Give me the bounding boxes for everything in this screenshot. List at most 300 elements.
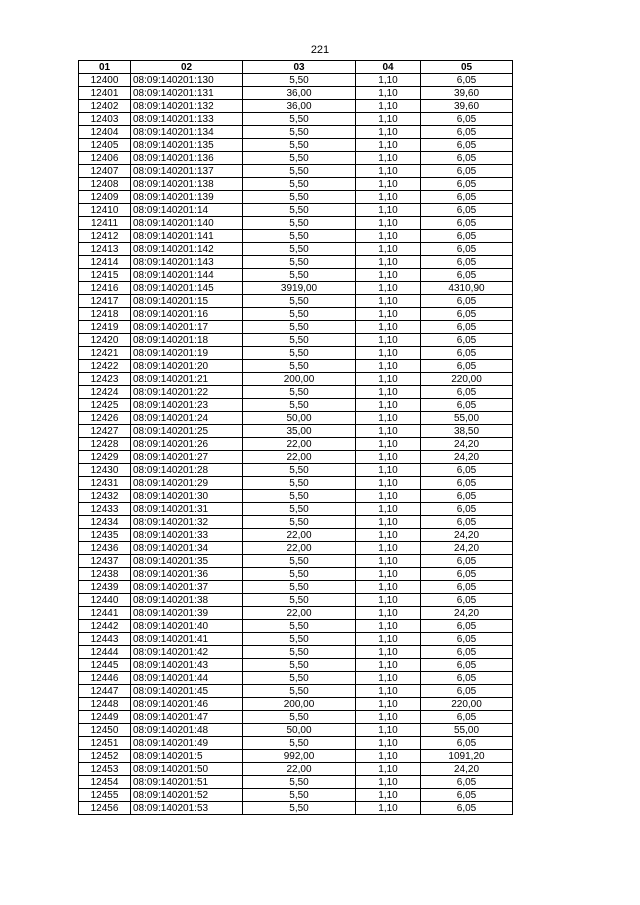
cell-cadastral-number: 08:09:140201:132 <box>131 100 243 113</box>
cell-value-03: 5,50 <box>243 711 356 724</box>
cell-id: 12413 <box>79 243 131 256</box>
cell-id: 12436 <box>79 542 131 555</box>
cell-value-03: 22,00 <box>243 529 356 542</box>
cell-cadastral-number: 08:09:140201:136 <box>131 152 243 165</box>
cell-value-04: 1,10 <box>356 139 421 152</box>
table-body <box>79 74 513 815</box>
cell-cadastral-number: 08:09:140201:39 <box>131 607 243 620</box>
table-row <box>79 74 513 87</box>
cell-value-04: 1,10 <box>356 321 421 334</box>
cell-value-03: 5,50 <box>243 217 356 230</box>
cell-value-05: 24,20 <box>421 529 513 542</box>
cell-value-03: 5,50 <box>243 386 356 399</box>
table-row <box>79 87 513 100</box>
cell-cadastral-number: 08:09:140201:34 <box>131 542 243 555</box>
cell-value-03: 5,50 <box>243 737 356 750</box>
table-row <box>79 776 513 789</box>
cell-value-03: 5,50 <box>243 555 356 568</box>
cell-id: 12425 <box>79 399 131 412</box>
cell-value-04: 1,10 <box>356 438 421 451</box>
table-row <box>79 230 513 243</box>
table-row <box>79 581 513 594</box>
table-row <box>79 113 513 126</box>
cell-value-03: 5,50 <box>243 594 356 607</box>
cell-value-04: 1,10 <box>356 594 421 607</box>
cell-id: 12445 <box>79 659 131 672</box>
table-row <box>79 451 513 464</box>
cell-cadastral-number: 08:09:140201:141 <box>131 230 243 243</box>
cell-value-04: 1,10 <box>356 87 421 100</box>
cell-value-05: 1091,20 <box>421 750 513 763</box>
cell-value-03: 5,50 <box>243 685 356 698</box>
cell-value-04: 1,10 <box>356 217 421 230</box>
cell-value-04: 1,10 <box>356 74 421 87</box>
cell-cadastral-number: 08:09:140201:24 <box>131 412 243 425</box>
cell-value-04: 1,10 <box>356 698 421 711</box>
cell-cadastral-number: 08:09:140201:17 <box>131 321 243 334</box>
cell-value-05: 24,20 <box>421 438 513 451</box>
table-row <box>79 360 513 373</box>
cell-id: 12416 <box>79 282 131 295</box>
cell-value-05: 4310,90 <box>421 282 513 295</box>
cell-value-05: 6,05 <box>421 490 513 503</box>
table-row <box>79 646 513 659</box>
table-row <box>79 802 513 815</box>
cell-cadastral-number: 08:09:140201:52 <box>131 789 243 802</box>
cell-cadastral-number: 08:09:140201:28 <box>131 464 243 477</box>
cell-value-05: 6,05 <box>421 581 513 594</box>
cell-value-03: 5,50 <box>243 477 356 490</box>
table-row <box>79 711 513 724</box>
cell-value-04: 1,10 <box>356 685 421 698</box>
cell-cadastral-number: 08:09:140201:38 <box>131 594 243 607</box>
cell-id: 12434 <box>79 516 131 529</box>
cell-id: 12455 <box>79 789 131 802</box>
cell-value-03: 5,50 <box>243 139 356 152</box>
cell-id: 12454 <box>79 776 131 789</box>
cell-cadastral-number: 08:09:140201:45 <box>131 685 243 698</box>
cell-id: 12404 <box>79 126 131 139</box>
cell-value-04: 1,10 <box>356 659 421 672</box>
cell-value-05: 6,05 <box>421 74 513 87</box>
cell-value-03: 5,50 <box>243 360 356 373</box>
table-row <box>79 100 513 113</box>
table-row <box>79 256 513 269</box>
cell-id: 12432 <box>79 490 131 503</box>
cell-cadastral-number: 08:09:140201:50 <box>131 763 243 776</box>
cell-value-05: 39,60 <box>421 100 513 113</box>
cell-cadastral-number: 08:09:140201:53 <box>131 802 243 815</box>
column-header-04: 04 <box>356 61 421 74</box>
cell-id: 12443 <box>79 633 131 646</box>
table-row <box>79 633 513 646</box>
cell-value-05: 24,20 <box>421 542 513 555</box>
table-row <box>79 425 513 438</box>
cell-value-04: 1,10 <box>356 477 421 490</box>
cell-value-03: 35,00 <box>243 425 356 438</box>
cell-value-05: 6,05 <box>421 243 513 256</box>
cell-value-03: 50,00 <box>243 412 356 425</box>
cell-value-04: 1,10 <box>356 607 421 620</box>
cell-value-05: 6,05 <box>421 256 513 269</box>
cell-cadastral-number: 08:09:140201:131 <box>131 87 243 100</box>
cell-cadastral-number: 08:09:140201:40 <box>131 620 243 633</box>
cell-id: 12405 <box>79 139 131 152</box>
cell-value-05: 6,05 <box>421 191 513 204</box>
cell-cadastral-number: 08:09:140201:36 <box>131 568 243 581</box>
cell-value-05: 6,05 <box>421 516 513 529</box>
cell-cadastral-number: 08:09:140201:37 <box>131 581 243 594</box>
cell-value-03: 5,50 <box>243 776 356 789</box>
cell-value-05: 6,05 <box>421 685 513 698</box>
column-header-03: 03 <box>243 61 356 74</box>
cell-value-05: 6,05 <box>421 568 513 581</box>
table-row <box>79 412 513 425</box>
cell-value-05: 6,05 <box>421 503 513 516</box>
cell-value-05: 6,05 <box>421 321 513 334</box>
cell-id: 12427 <box>79 425 131 438</box>
cell-id: 12456 <box>79 802 131 815</box>
cell-cadastral-number: 08:09:140201:137 <box>131 165 243 178</box>
cell-value-04: 1,10 <box>356 425 421 438</box>
cell-cadastral-number: 08:09:140201:48 <box>131 724 243 737</box>
cell-value-03: 50,00 <box>243 724 356 737</box>
cell-value-05: 6,05 <box>421 802 513 815</box>
table-row <box>79 308 513 321</box>
cell-value-05: 39,60 <box>421 87 513 100</box>
cell-value-04: 1,10 <box>356 711 421 724</box>
cell-value-03: 5,50 <box>243 503 356 516</box>
cell-value-03: 5,50 <box>243 516 356 529</box>
table-row <box>79 620 513 633</box>
cell-value-03: 5,50 <box>243 490 356 503</box>
table-row <box>79 555 513 568</box>
cell-value-05: 6,05 <box>421 113 513 126</box>
cell-value-04: 1,10 <box>356 763 421 776</box>
cell-value-05: 6,05 <box>421 204 513 217</box>
table-row <box>79 529 513 542</box>
cell-value-03: 36,00 <box>243 100 356 113</box>
table-row <box>79 321 513 334</box>
cell-value-03: 5,50 <box>243 581 356 594</box>
cell-value-03: 5,50 <box>243 672 356 685</box>
cell-value-03: 22,00 <box>243 607 356 620</box>
cell-cadastral-number: 08:09:140201:145 <box>131 282 243 295</box>
cell-value-04: 1,10 <box>356 750 421 763</box>
cell-id: 12422 <box>79 360 131 373</box>
cell-id: 12415 <box>79 269 131 282</box>
cell-value-04: 1,10 <box>356 542 421 555</box>
cell-cadastral-number: 08:09:140201:130 <box>131 74 243 87</box>
cell-value-05: 6,05 <box>421 672 513 685</box>
cell-id: 12449 <box>79 711 131 724</box>
cell-value-04: 1,10 <box>356 347 421 360</box>
cell-value-05: 220,00 <box>421 373 513 386</box>
table-row <box>79 503 513 516</box>
cell-cadastral-number: 08:09:140201:32 <box>131 516 243 529</box>
cell-id: 12450 <box>79 724 131 737</box>
cell-id: 12407 <box>79 165 131 178</box>
cell-cadastral-number: 08:09:140201:42 <box>131 646 243 659</box>
cell-cadastral-number: 08:09:140201:43 <box>131 659 243 672</box>
cell-id: 12419 <box>79 321 131 334</box>
cell-value-04: 1,10 <box>356 360 421 373</box>
cell-value-03: 5,50 <box>243 568 356 581</box>
cell-value-04: 1,10 <box>356 581 421 594</box>
cell-value-03: 5,50 <box>243 74 356 87</box>
cell-value-04: 1,10 <box>356 113 421 126</box>
cell-value-03: 5,50 <box>243 659 356 672</box>
cell-value-05: 6,05 <box>421 269 513 282</box>
cell-cadastral-number: 08:09:140201:143 <box>131 256 243 269</box>
cell-id: 12444 <box>79 646 131 659</box>
table-row <box>79 568 513 581</box>
cell-cadastral-number: 08:09:140201:5 <box>131 750 243 763</box>
table-row <box>79 152 513 165</box>
table-row <box>79 139 513 152</box>
table-row <box>79 672 513 685</box>
cell-value-03: 5,50 <box>243 191 356 204</box>
cell-value-05: 6,05 <box>421 633 513 646</box>
cell-value-04: 1,10 <box>356 737 421 750</box>
column-header-05: 05 <box>421 61 513 74</box>
cell-cadastral-number: 08:09:140201:142 <box>131 243 243 256</box>
cell-id: 12411 <box>79 217 131 230</box>
cell-value-05: 55,00 <box>421 724 513 737</box>
cell-value-05: 6,05 <box>421 737 513 750</box>
cell-value-04: 1,10 <box>356 204 421 217</box>
cell-cadastral-number: 08:09:140201:46 <box>131 698 243 711</box>
cell-cadastral-number: 08:09:140201:14 <box>131 204 243 217</box>
cell-id: 12412 <box>79 230 131 243</box>
cell-value-03: 22,00 <box>243 451 356 464</box>
cell-value-05: 6,05 <box>421 139 513 152</box>
cell-value-03: 5,50 <box>243 178 356 191</box>
cell-value-04: 1,10 <box>356 672 421 685</box>
cell-id: 12438 <box>79 568 131 581</box>
cell-value-04: 1,10 <box>356 178 421 191</box>
cell-cadastral-number: 08:09:140201:16 <box>131 308 243 321</box>
cell-value-04: 1,10 <box>356 230 421 243</box>
table-row <box>79 165 513 178</box>
cell-cadastral-number: 08:09:140201:144 <box>131 269 243 282</box>
cell-value-03: 5,50 <box>243 256 356 269</box>
table-row <box>79 685 513 698</box>
table-row <box>79 347 513 360</box>
table-row <box>79 282 513 295</box>
cell-value-04: 1,10 <box>356 646 421 659</box>
cell-value-04: 1,10 <box>356 555 421 568</box>
cell-value-04: 1,10 <box>356 503 421 516</box>
table-row <box>79 464 513 477</box>
cell-id: 12421 <box>79 347 131 360</box>
cell-value-05: 6,05 <box>421 555 513 568</box>
cell-cadastral-number: 08:09:140201:25 <box>131 425 243 438</box>
cell-cadastral-number: 08:09:140201:21 <box>131 373 243 386</box>
table-row <box>79 516 513 529</box>
cell-value-04: 1,10 <box>356 789 421 802</box>
cell-id: 12423 <box>79 373 131 386</box>
cell-id: 12429 <box>79 451 131 464</box>
cell-value-03: 5,50 <box>243 165 356 178</box>
table-header <box>79 61 513 74</box>
column-header-01: 01 <box>79 61 131 74</box>
cell-cadastral-number: 08:09:140201:133 <box>131 113 243 126</box>
table-row <box>79 373 513 386</box>
cell-id: 12424 <box>79 386 131 399</box>
table-row <box>79 295 513 308</box>
table-row <box>79 399 513 412</box>
cell-cadastral-number: 08:09:140201:30 <box>131 490 243 503</box>
cell-value-04: 1,10 <box>356 373 421 386</box>
cell-value-03: 5,50 <box>243 789 356 802</box>
cell-id: 12431 <box>79 477 131 490</box>
table-row <box>79 126 513 139</box>
cell-value-04: 1,10 <box>356 152 421 165</box>
cell-value-05: 6,05 <box>421 308 513 321</box>
cell-cadastral-number: 08:09:140201:44 <box>131 672 243 685</box>
cell-cadastral-number: 08:09:140201:27 <box>131 451 243 464</box>
cell-value-05: 38,50 <box>421 425 513 438</box>
cell-value-04: 1,10 <box>356 802 421 815</box>
cell-value-04: 1,10 <box>356 269 421 282</box>
table-row <box>79 243 513 256</box>
cell-cadastral-number: 08:09:140201:41 <box>131 633 243 646</box>
cell-cadastral-number: 08:09:140201:29 <box>131 477 243 490</box>
cell-id: 12403 <box>79 113 131 126</box>
cell-id: 12406 <box>79 152 131 165</box>
cell-value-05: 6,05 <box>421 594 513 607</box>
table-row <box>79 724 513 737</box>
cell-cadastral-number: 08:09:140201:51 <box>131 776 243 789</box>
cell-value-05: 6,05 <box>421 152 513 165</box>
cell-value-05: 220,00 <box>421 698 513 711</box>
cell-value-04: 1,10 <box>356 451 421 464</box>
cell-value-05: 6,05 <box>421 776 513 789</box>
cell-id: 12428 <box>79 438 131 451</box>
cell-value-05: 6,05 <box>421 789 513 802</box>
cell-value-04: 1,10 <box>356 308 421 321</box>
cell-value-05: 6,05 <box>421 230 513 243</box>
cell-cadastral-number: 08:09:140201:20 <box>131 360 243 373</box>
column-header-02: 02 <box>131 61 243 74</box>
table-row <box>79 698 513 711</box>
cell-id: 12400 <box>79 74 131 87</box>
cell-value-05: 24,20 <box>421 451 513 464</box>
cell-id: 12426 <box>79 412 131 425</box>
cell-value-05: 6,05 <box>421 620 513 633</box>
cell-value-05: 6,05 <box>421 711 513 724</box>
cell-value-05: 24,20 <box>421 763 513 776</box>
cell-id: 12401 <box>79 87 131 100</box>
cell-cadastral-number: 08:09:140201:26 <box>131 438 243 451</box>
cell-value-04: 1,10 <box>356 386 421 399</box>
cell-id: 12417 <box>79 295 131 308</box>
cell-value-04: 1,10 <box>356 568 421 581</box>
cell-value-04: 1,10 <box>356 126 421 139</box>
cell-value-04: 1,10 <box>356 334 421 347</box>
cell-id: 12446 <box>79 672 131 685</box>
table-row <box>79 763 513 776</box>
table-row <box>79 477 513 490</box>
table-row <box>79 542 513 555</box>
cell-value-03: 5,50 <box>243 295 356 308</box>
cell-value-05: 6,05 <box>421 464 513 477</box>
cell-value-05: 6,05 <box>421 399 513 412</box>
table-row <box>79 269 513 282</box>
cell-value-05: 6,05 <box>421 165 513 178</box>
cell-value-03: 5,50 <box>243 646 356 659</box>
cell-value-03: 3919,00 <box>243 282 356 295</box>
table-row <box>79 607 513 620</box>
cell-value-05: 6,05 <box>421 217 513 230</box>
cell-value-05: 6,05 <box>421 334 513 347</box>
cell-cadastral-number: 08:09:140201:138 <box>131 178 243 191</box>
cell-value-05: 6,05 <box>421 347 513 360</box>
cell-value-05: 24,20 <box>421 607 513 620</box>
table-row <box>79 386 513 399</box>
cell-value-04: 1,10 <box>356 295 421 308</box>
cell-value-03: 200,00 <box>243 373 356 386</box>
cell-value-03: 5,50 <box>243 399 356 412</box>
table-row <box>79 737 513 750</box>
cell-value-05: 6,05 <box>421 646 513 659</box>
cell-value-03: 36,00 <box>243 87 356 100</box>
cell-value-03: 5,50 <box>243 204 356 217</box>
cell-value-04: 1,10 <box>356 633 421 646</box>
cell-value-03: 5,50 <box>243 243 356 256</box>
table-row <box>79 217 513 230</box>
cell-cadastral-number: 08:09:140201:23 <box>131 399 243 412</box>
cell-value-04: 1,10 <box>356 412 421 425</box>
cell-id: 12442 <box>79 620 131 633</box>
cell-id: 12435 <box>79 529 131 542</box>
cell-value-04: 1,10 <box>356 191 421 204</box>
cell-value-05: 6,05 <box>421 659 513 672</box>
cell-value-03: 5,50 <box>243 347 356 360</box>
cell-value-05: 6,05 <box>421 477 513 490</box>
table-row <box>79 191 513 204</box>
header-row <box>79 61 513 74</box>
cell-cadastral-number: 08:09:140201:15 <box>131 295 243 308</box>
cell-cadastral-number: 08:09:140201:134 <box>131 126 243 139</box>
cell-value-03: 22,00 <box>243 763 356 776</box>
cell-cadastral-number: 08:09:140201:33 <box>131 529 243 542</box>
table-row <box>79 750 513 763</box>
cell-value-04: 1,10 <box>356 282 421 295</box>
cell-id: 12451 <box>79 737 131 750</box>
cell-value-03: 992,00 <box>243 750 356 763</box>
cell-value-04: 1,10 <box>356 724 421 737</box>
table-row <box>79 789 513 802</box>
cell-value-05: 6,05 <box>421 126 513 139</box>
cell-value-05: 6,05 <box>421 360 513 373</box>
cell-id: 12447 <box>79 685 131 698</box>
cell-value-05: 6,05 <box>421 386 513 399</box>
cell-id: 12440 <box>79 594 131 607</box>
cell-value-03: 200,00 <box>243 698 356 711</box>
cell-value-03: 5,50 <box>243 464 356 477</box>
cell-cadastral-number: 08:09:140201:140 <box>131 217 243 230</box>
data-table <box>78 60 513 815</box>
cell-id: 12408 <box>79 178 131 191</box>
table-row <box>79 438 513 451</box>
cell-id: 12439 <box>79 581 131 594</box>
cell-value-03: 5,50 <box>243 152 356 165</box>
cell-value-04: 1,10 <box>356 516 421 529</box>
cell-id: 12448 <box>79 698 131 711</box>
cell-value-03: 22,00 <box>243 542 356 555</box>
